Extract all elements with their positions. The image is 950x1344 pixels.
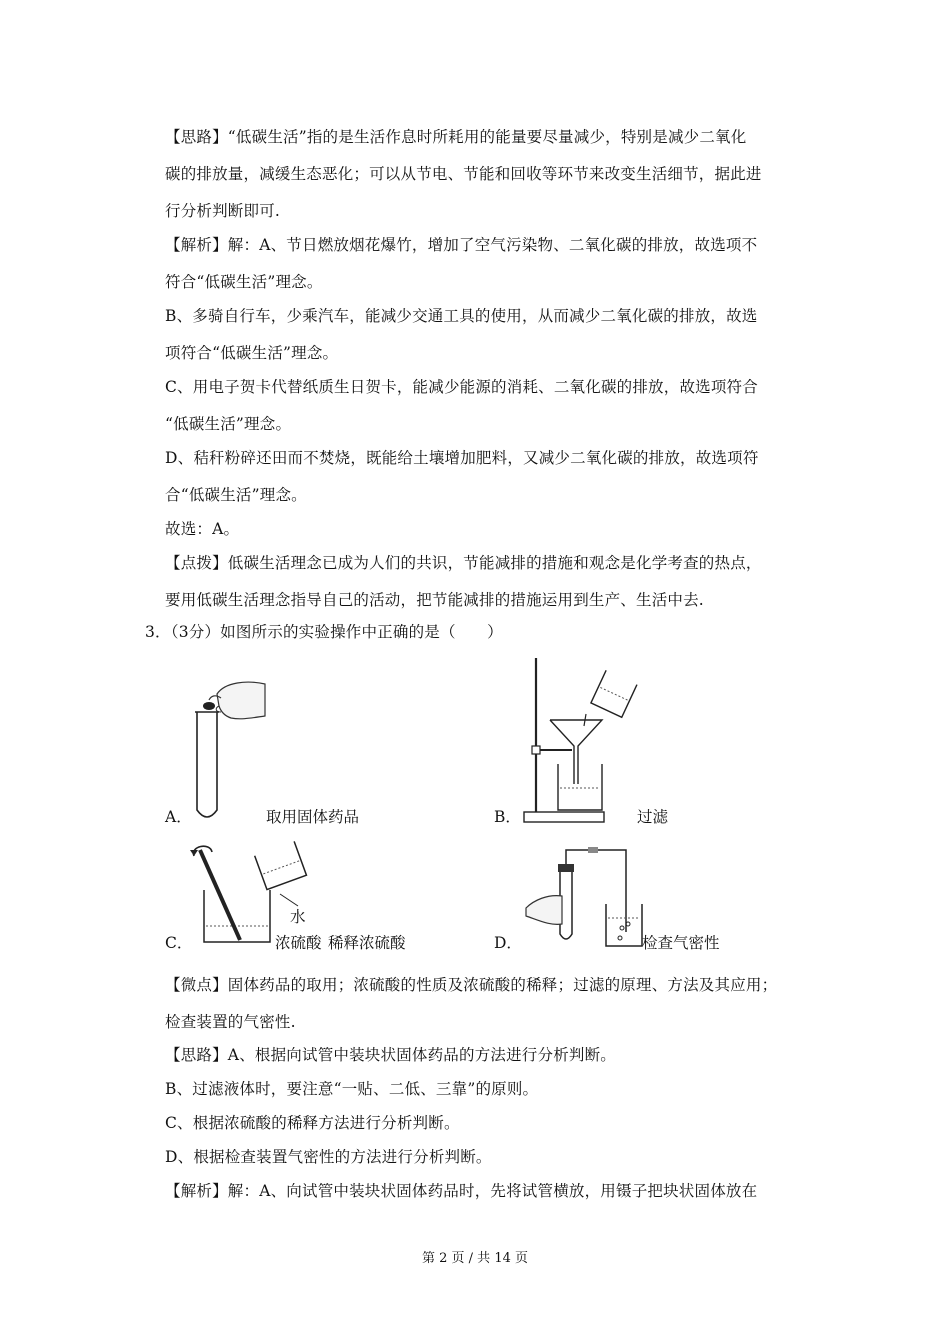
label-concentrated-acid: 浓硫酸 xyxy=(275,934,322,952)
text-line: 碳的排放量，减缓生态恶化；可以从节电、节能和回收等环节来改变生活细节，据此进 xyxy=(165,165,762,183)
text-line: D、根据检查装置气密性的方法进行分析判断。 xyxy=(165,1148,492,1166)
figure-c-dilution xyxy=(190,836,326,948)
text-line: B、多骑自行车，少乘汽车，能减少交通工具的使用，从而减少二氧化碳的排放，故选 xyxy=(165,307,758,325)
text-line: 符合“低碳生活”理念。 xyxy=(165,273,323,291)
option-c-caption: 稀释浓硫酸 xyxy=(328,934,406,952)
text-line: C、用电子贺卡代替纸质生日贺卡，能减少能源的消耗、二氧化碳的排放，故选项符合 xyxy=(165,378,758,396)
figure-a-solid-reagent xyxy=(185,676,270,824)
text-line: 要用低碳生活理念指导自己的活动，把节能减排的措施运用到生产、生活中去. xyxy=(165,591,704,609)
text-line: 行分析判断即可. xyxy=(165,202,281,220)
option-d-letter: D． xyxy=(494,934,522,952)
figure-b-filtration xyxy=(522,654,647,826)
option-b-caption: 过滤 xyxy=(637,808,669,826)
text-line: 检查装置的气密性. xyxy=(165,1013,296,1031)
text-line: B、过滤液体时，要注意“一贴、二低、三靠”的原则。 xyxy=(165,1080,539,1098)
option-a-caption: 取用固体药品 xyxy=(266,808,360,826)
page-footer: 第 2 页 / 共 14 页 xyxy=(422,1251,528,1266)
text-line: “低碳生活”理念。 xyxy=(165,415,292,433)
text-line: 【微点】固体药品的取用；浓硫酸的性质及浓硫酸的稀释；过滤的原理、方法及其应用； xyxy=(165,976,778,994)
text-line: 【思路】“低碳生活”指的是生活作息时所耗用的能量要尽量减少，特别是减少二氧化 xyxy=(165,128,747,146)
text-line: 项符合“低碳生活”理念。 xyxy=(165,344,339,362)
text-line: 【解析】解：A、向试管中装块状固体药品时，先将试管横放，用镊子把块状固体放在 xyxy=(165,1182,758,1200)
text-line: 故选：A。 xyxy=(165,520,240,538)
text-line: C、根据浓硫酸的稀释方法进行分析判断。 xyxy=(165,1114,460,1132)
figure-d-airtightness xyxy=(522,846,647,950)
text-line: 【点拨】低碳生活理念已成为人们的共识，节能减排的措施和观念是化学考查的热点， xyxy=(165,554,762,572)
text-line: 【解析】解：A、节日燃放烟花爆竹，增加了空气污染物、二氧化碳的排放，故选项不 xyxy=(165,236,758,254)
option-d-caption: 检查气密性 xyxy=(642,934,720,952)
option-c-letter: C． xyxy=(165,934,193,952)
text-line: 【思路】A、根据向试管中装块状固体药品的方法进行分析判断。 xyxy=(165,1046,616,1064)
text-line: D、秸秆粉碎还田而不焚烧，既能给土壤增加肥料，又减少二氧化碳的排放，故选项符 xyxy=(165,449,759,467)
text-line: 合“低碳生活”理念。 xyxy=(165,486,307,504)
option-b-letter: B． xyxy=(494,808,521,826)
label-water: 水 xyxy=(290,908,306,926)
question-stem: 3．（3分）如图所示的实验操作中正确的是（ ） xyxy=(145,623,503,641)
option-a-letter: A． xyxy=(165,808,192,826)
